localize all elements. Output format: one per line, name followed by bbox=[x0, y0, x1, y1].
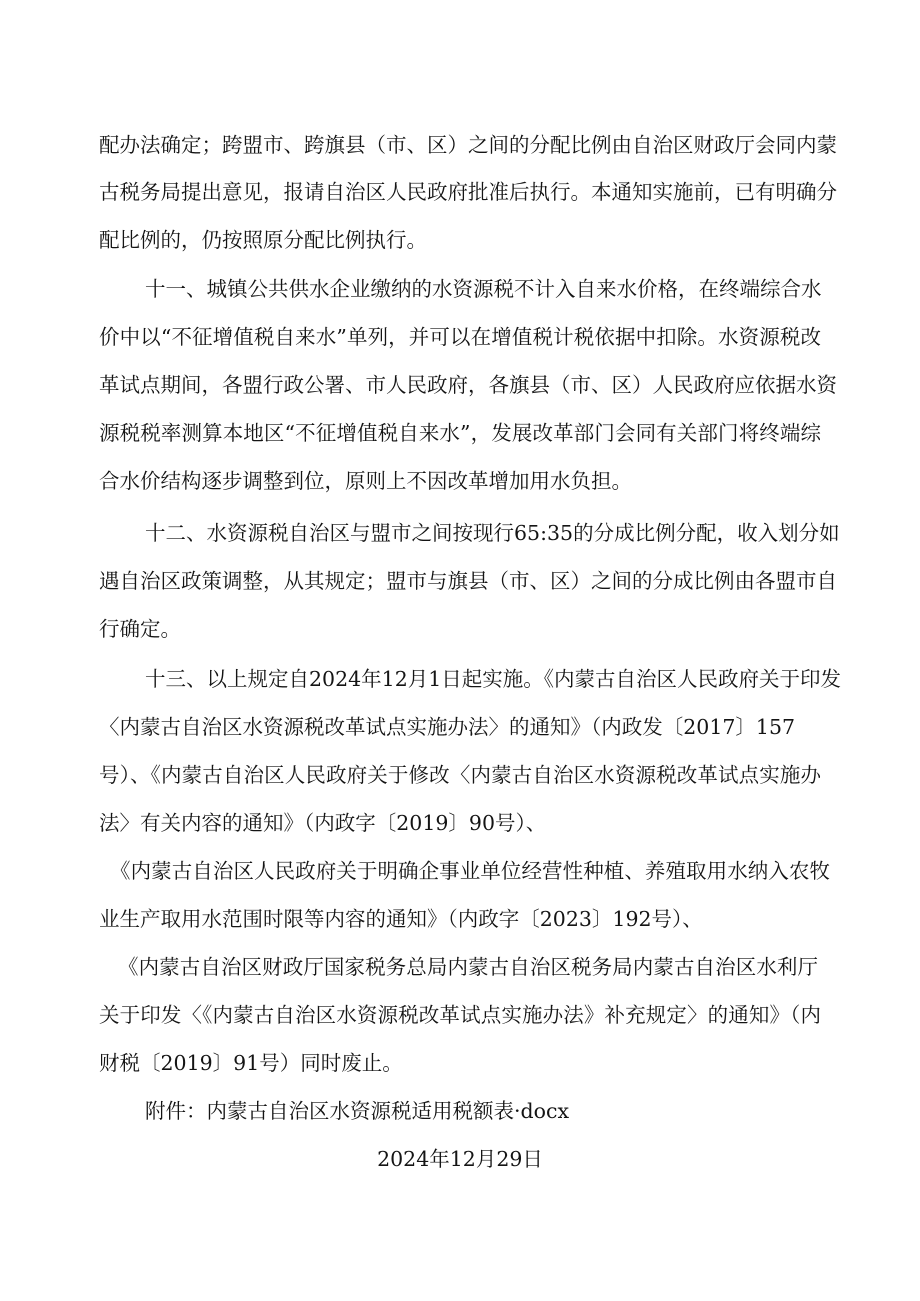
paragraph-13-line-2: 〈内蒙古自治区水资源税改革试点实施办法〉的通知》（内政发〔2017〕157 bbox=[99, 715, 796, 739]
paragraph-11-line-4: 源税税率测算本地区“不征增值税自来水”，发展改革部门会同有关部门将终端综 bbox=[99, 421, 821, 445]
paragraph-13-line-4: 法〉有关内容的通知》（内政字〔2019〕90号）、 bbox=[99, 811, 547, 835]
attachment-line: 附件：内蒙古自治区水资源税适用税额表·docx bbox=[145, 1099, 570, 1123]
paragraph-13-line-9: 财税〔2019〕91号）同时废止。 bbox=[99, 1051, 403, 1075]
paragraph-11-line-1: 十一、城镇公共供水企业缴纳的水资源税不计入自来水价格，在终端综合水 bbox=[145, 277, 822, 301]
paragraph-13-line-6: 业生产取用水范围时限等内容的通知》（内政字〔2023〕192号）、 bbox=[99, 907, 703, 931]
paragraph-13-line-1: 十三、以上规定自2024年12月1日起实施。《内蒙古自治区人民政府关于印发 bbox=[145, 667, 842, 691]
paragraph-10-line-3: 配比例的，仍按照原分配比例执行。 bbox=[99, 228, 427, 252]
paragraph-10-line-1: 配办法确定；跨盟市、跨旗县（市、区）之间的分配比例由自治区财政厅会同内蒙 bbox=[99, 133, 837, 157]
paragraph-10-line-2: 古税务局提出意见，报请自治区人民政府批准后执行。本通知实施前，已有明确分 bbox=[99, 180, 837, 204]
paragraph-11-line-3: 革试点期间，各盟行政公署、市人民政府，各旗县（市、区）人民政府应依据水资 bbox=[99, 373, 837, 397]
paragraph-13-line-8: 关于印发〈《内蒙古自治区水资源税改革试点实施办法》补充规定〉的通知》（内 bbox=[99, 1003, 821, 1027]
paragraph-13-line-5: 《内蒙古自治区人民政府关于明确企事业单位经营性种植、养殖取用水纳入农牧 bbox=[110, 859, 830, 883]
paragraph-11-line-5: 合水价结构逐步调整到位，原则上不因改革增加用水负担。 bbox=[99, 469, 632, 493]
paragraph-13-line-3: 号）、《内蒙古自治区人民政府关于修改〈内蒙古自治区水资源税改革试点实施办 bbox=[99, 763, 821, 787]
paragraph-12-line-3: 行确定。 bbox=[99, 617, 181, 641]
paragraph-13-line-7: 《内蒙古自治区财政厅国家税务总局内蒙古自治区税务局内蒙古自治区水利厅 bbox=[118, 955, 818, 979]
paragraph-11-line-2: 价中以“不征增值税自来水”单列，并可以在增值税计税依据中扣除。水资源税改 bbox=[99, 325, 821, 349]
document-date: 2024年12月29日 bbox=[377, 1147, 543, 1171]
paragraph-12-line-1: 十二、水资源税自治区与盟市之间按现行65:35的分成比例分配，收入划分如 bbox=[145, 521, 840, 545]
paragraph-12-line-2: 遇自治区政策调整，从其规定；盟市与旗县（市、区）之间的分成比例由各盟市自 bbox=[99, 569, 837, 593]
